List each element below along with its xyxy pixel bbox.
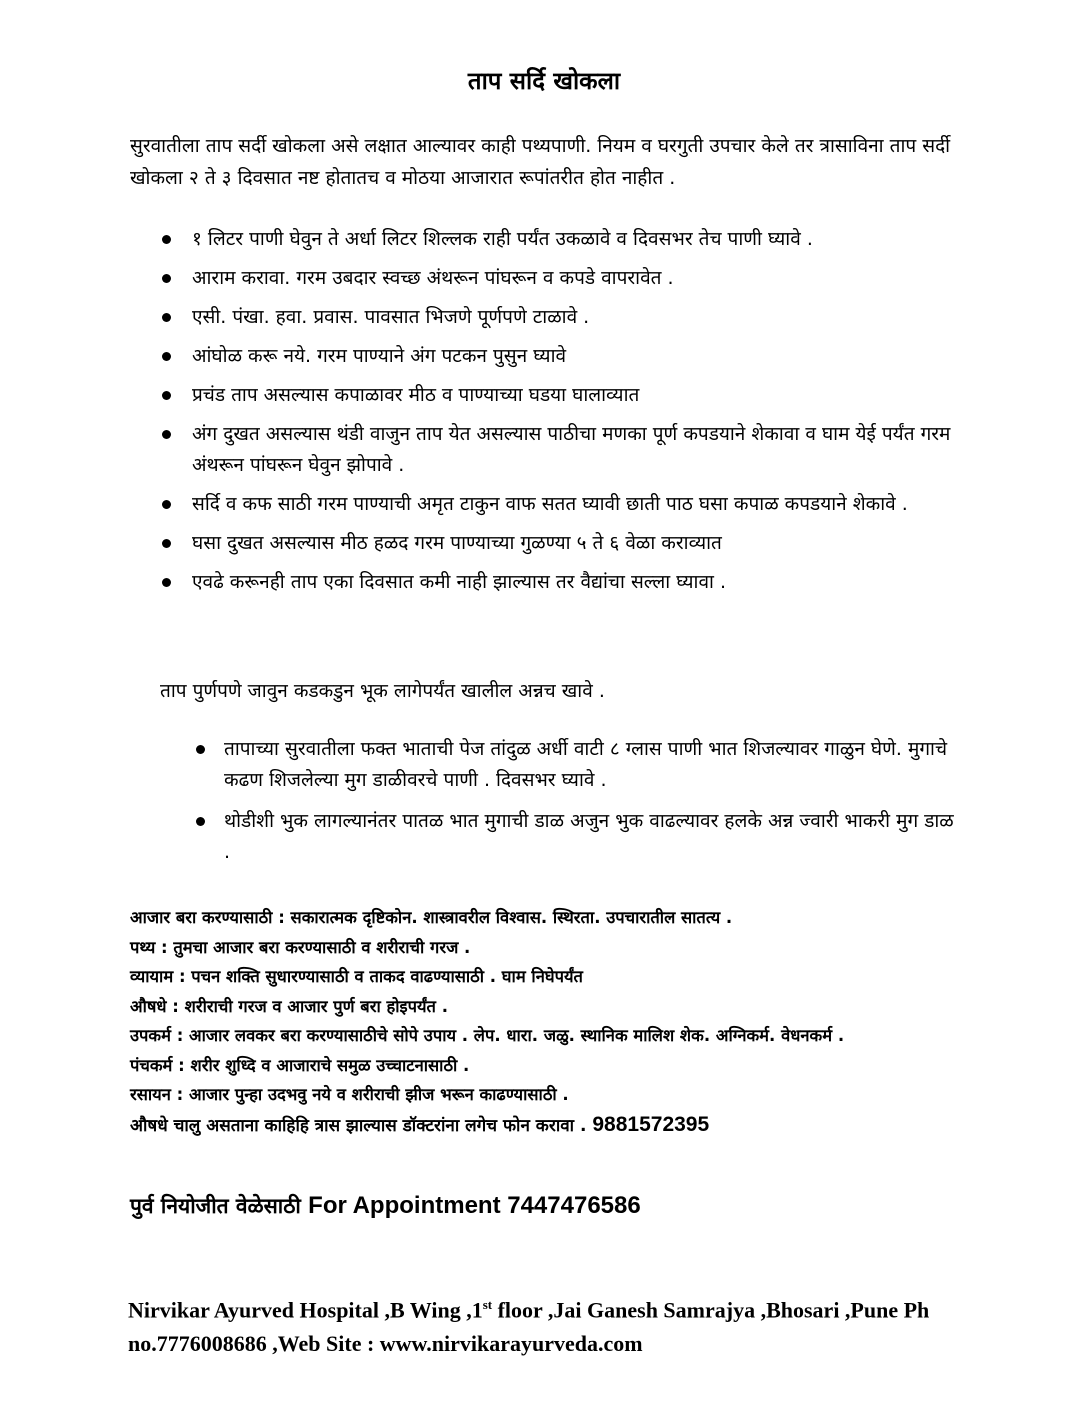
principle-line: आजार बरा करण्यासाठी : सकारात्मक दृष्टिकोन. शास्त्रावरील विश्वास. स्थिरता. उपचारातील सातत्य . — [130, 908, 733, 927]
list-item: थोडीशी भुक लागल्यानंतर पातळ भात मुगाची डाळ अजुन भुक वाढल्यावर हलके अन्न ज्वारी भाकरी मुग डाळ . — [192, 806, 962, 868]
list-item: तापाच्या सुरवातीला फक्त भाताची पेज तांदुळ अर्धी वाटी ८ ग्लास पाणी भात शिजल्यावर गाळुन घेणे. मुगाचे कढण शिजलेल्या मुग डाळीवरचे पाणी . दिवसभर घ्यावे . — [192, 734, 962, 796]
footer-part1: Nirvikar Ayurved Hospital ,B Wing ,1 — [128, 1297, 483, 1323]
tips-list — [160, 224, 970, 606]
principle-line: पंचकर्म : शरीर शुध्दि व आजाराचे समुळ उच्चाटनासाठी . — [130, 1055, 470, 1075]
list-item: घसा दुखत असल्यास मीठ हळद गरम पाण्याच्या गुळण्या ५ ते ६ वेळा कराव्यात — [160, 528, 970, 559]
list-item: एसी. पंखा. हवा. प्रवास. पावसात भिजणे पूर्णपणे टाळावे . — [160, 302, 970, 333]
footer-superscript: st — [482, 1297, 493, 1312]
footer-part2: floor ,Jai Ganesh Samrajya ,Bhosari ,Pune Ph no.7776008686 ,Web Site : www.nirvikarayurveda.com — [128, 1297, 930, 1357]
list-item: आराम करावा. गरम उबदार स्वच्छ अंथरून पांघरून व कपडे वापरावेत . — [160, 263, 970, 294]
principles-section — [130, 903, 980, 1141]
list-item: अंग दुखत असल्यास थंडी वाजुन ताप येत असल्यास पाठीचा मणका पूर्ण कपडयाने शेकावा व घाम येई पर्यंत गरम अंथरून पांघरून घेवुन झोपावे . — [160, 419, 970, 481]
principle-line: व्यायाम : पचन शक्ति सुधारण्यासाठी व ताकद वाढण्यासाठी . घाम निघेपर्यंत — [130, 967, 583, 986]
intro-paragraph: सुरवातीला ताप सर्दी खोकला असे लक्षात आल्यावर काही पथ्यपाणी. नियम व घरगुती उपचार केले तर त्रासाविना ताप सर्दी खोकला २ ते ३ दिवसात नष्ट होतातच व मोठया आजारात रूपांतरीत होत नाहीत . — [130, 135, 951, 189]
doctor-phone-line — [130, 1110, 980, 1142]
diet-list — [192, 734, 962, 878]
list-item: सर्दि व कफ साठी गरम पाण्याची अमृत टाकुन वाफ सतत घ्यावी छाती पाठ घसा कपाळ कपडयाने शेकावे . — [160, 489, 970, 520]
doctor-phone-text: औषधे चालु असताना काहिहि त्रास झाल्यास डॉक्टरांना लगेच फोन करावा . — [130, 1115, 593, 1136]
appointment-marathi: पुर्व नियोजीत वेळेसाठी — [130, 1194, 301, 1218]
page-title: ताप सर्दि खोकला — [467, 67, 621, 95]
list-item: १ लिटर पाणी घेवुन ते अर्धा लिटर शिल्लक राही पर्यंत उकळावे व दिवसभर तेच पाणी घ्यावे . — [160, 224, 970, 255]
principle-line: पथ्य : तुमचा आजार बरा करण्यासाठी व शरीराची गरज . — [130, 937, 471, 957]
principle-line: रसायन : आजार पुन्हा उदभवु नये व शरीराची झीज भरून काढण्यासाठी . — [130, 1085, 569, 1104]
principle-line: उपकर्म : आजार लवकर बरा करण्यासाठीचे सोपे उपाय . लेप. धारा. जळु. स्थानिक मालिश शेक. अग्निकर्म. वेधनकर्म . — [130, 1026, 845, 1045]
appointment-line — [130, 1192, 980, 1220]
hospital-address-footer — [128, 1288, 998, 1361]
appointment-english: For Appointment 7447476586 — [308, 1192, 641, 1219]
list-item: प्रचंड ताप असल्यास कपाळावर मीठ व पाण्याच्या घडया घालाव्यात — [160, 380, 970, 411]
list-item: एवढे करूनही ताप एका दिवसात कमी नाही झाल्यास तर वैद्यांचा सल्ला घ्यावा . — [160, 567, 970, 598]
diet-intro: ताप पुर्णपणे जावुन कडकडुन भूक लागेपर्यंत खालील अन्नच खावे . — [160, 680, 605, 702]
doctor-phone-number: 9881572395 — [592, 1112, 710, 1136]
principle-line: औषधे : शरीराची गरज व आजार पुर्ण बरा होइपर्यंत . — [130, 996, 448, 1016]
list-item: आंघोळ करू नये. गरम पाण्याने अंग पटकन पुसुन घ्यावे — [160, 341, 970, 372]
